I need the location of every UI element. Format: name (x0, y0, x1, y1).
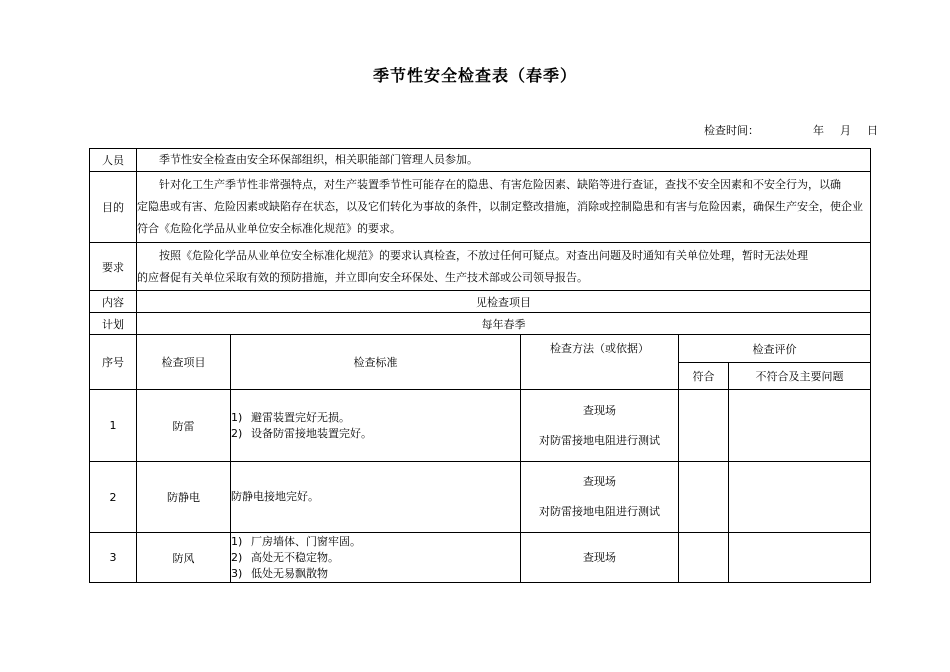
header-row (90, 335, 871, 363)
item-problem-cell (729, 462, 871, 533)
purpose-label: 目的 (90, 172, 137, 243)
header-evaluation: 检查评价 (679, 335, 871, 363)
table-row (90, 390, 871, 462)
item-no: 2 (90, 462, 137, 533)
item-standard: 1) 厂房墙体、门窗牢固。 2) 高处无不稳定物。 3) 低处无易飘散物 (231, 533, 521, 583)
purpose-row (90, 172, 871, 243)
table-row (90, 533, 871, 583)
item-name: 防雷 (137, 390, 231, 462)
page-title: 季节性安全检查表（春季） (372, 66, 577, 85)
item-method: 查现场 (521, 533, 679, 583)
inspection-table (89, 148, 871, 583)
header-standard: 检查标准 (231, 335, 521, 390)
header-method: 检查方法（或依据） (521, 335, 679, 390)
inspection-time-month: 月 (840, 124, 851, 137)
inspection-time-year: 年 (813, 124, 824, 137)
item-conform-cell (679, 533, 729, 583)
content-label: 内容 (90, 291, 137, 313)
header-conform: 符合 (679, 363, 729, 390)
item-name: 防静电 (137, 462, 231, 533)
item-problem-cell (729, 533, 871, 583)
item-no: 3 (90, 533, 137, 583)
content-text: 见检查项目 (137, 291, 871, 313)
plan-label: 计划 (90, 313, 137, 335)
personnel-text: 季节性安全检查由安全环保部组织，相关职能部门管理人员参加。 (137, 149, 871, 172)
item-no: 1 (90, 390, 137, 462)
header-nonconform: 不符合及主要问题 (729, 363, 871, 390)
table-row (90, 462, 871, 533)
personnel-row (90, 149, 871, 172)
header-item: 检查项目 (137, 335, 231, 390)
item-standard: 1) 避雷装置完好无损。 2) 设备防雷接地装置完好。 (231, 390, 521, 462)
inspection-time-label: 检查时间： (704, 124, 759, 137)
personnel-label: 人员 (90, 149, 137, 172)
item-standard: 防静电接地完好。 (231, 462, 521, 533)
plan-row (90, 313, 871, 335)
requirement-text: 按照《危险化学品从业单位安全标准化规范》的要求认真检查，不放过任何可疑点。对查出问题及时通知有关单位处理，暂时无法处理 的应督促有关单位采取有效的预防措施，并立即向安全环保处、生产技术部或公司领导报告。 (137, 243, 871, 291)
plan-text: 每年春季 (137, 313, 871, 335)
item-problem-cell (729, 390, 871, 462)
requirement-row (90, 243, 871, 291)
item-method: 查现场 对防雷接地电阻进行测试 (521, 390, 679, 462)
header-no: 序号 (90, 335, 137, 390)
item-method: 查现场 对防雷接地电阻进行测试 (521, 462, 679, 533)
item-conform-cell (679, 390, 729, 462)
item-name: 防风 (137, 533, 231, 583)
purpose-text: 针对化工生产季节性非常强特点，对生产装置季节性可能存在的隐患、有害危险因素、缺陷等进行查证，查找不安全因素和不安全行为，以确 定隐患或有害、危险因素或缺陷存在状态，以及它们转化为事故的条件，以制定整改措施，消除或控制隐患和有害与危险因素，确保生产安全，使企业 符合《危险化学品从业单位安全标准化规范》的要求。 (137, 172, 871, 243)
requirement-label: 要求 (90, 243, 137, 291)
content-row (90, 291, 871, 313)
item-conform-cell (679, 462, 729, 533)
inspection-time-day: 日 (867, 124, 878, 137)
inspection-time (704, 122, 878, 138)
